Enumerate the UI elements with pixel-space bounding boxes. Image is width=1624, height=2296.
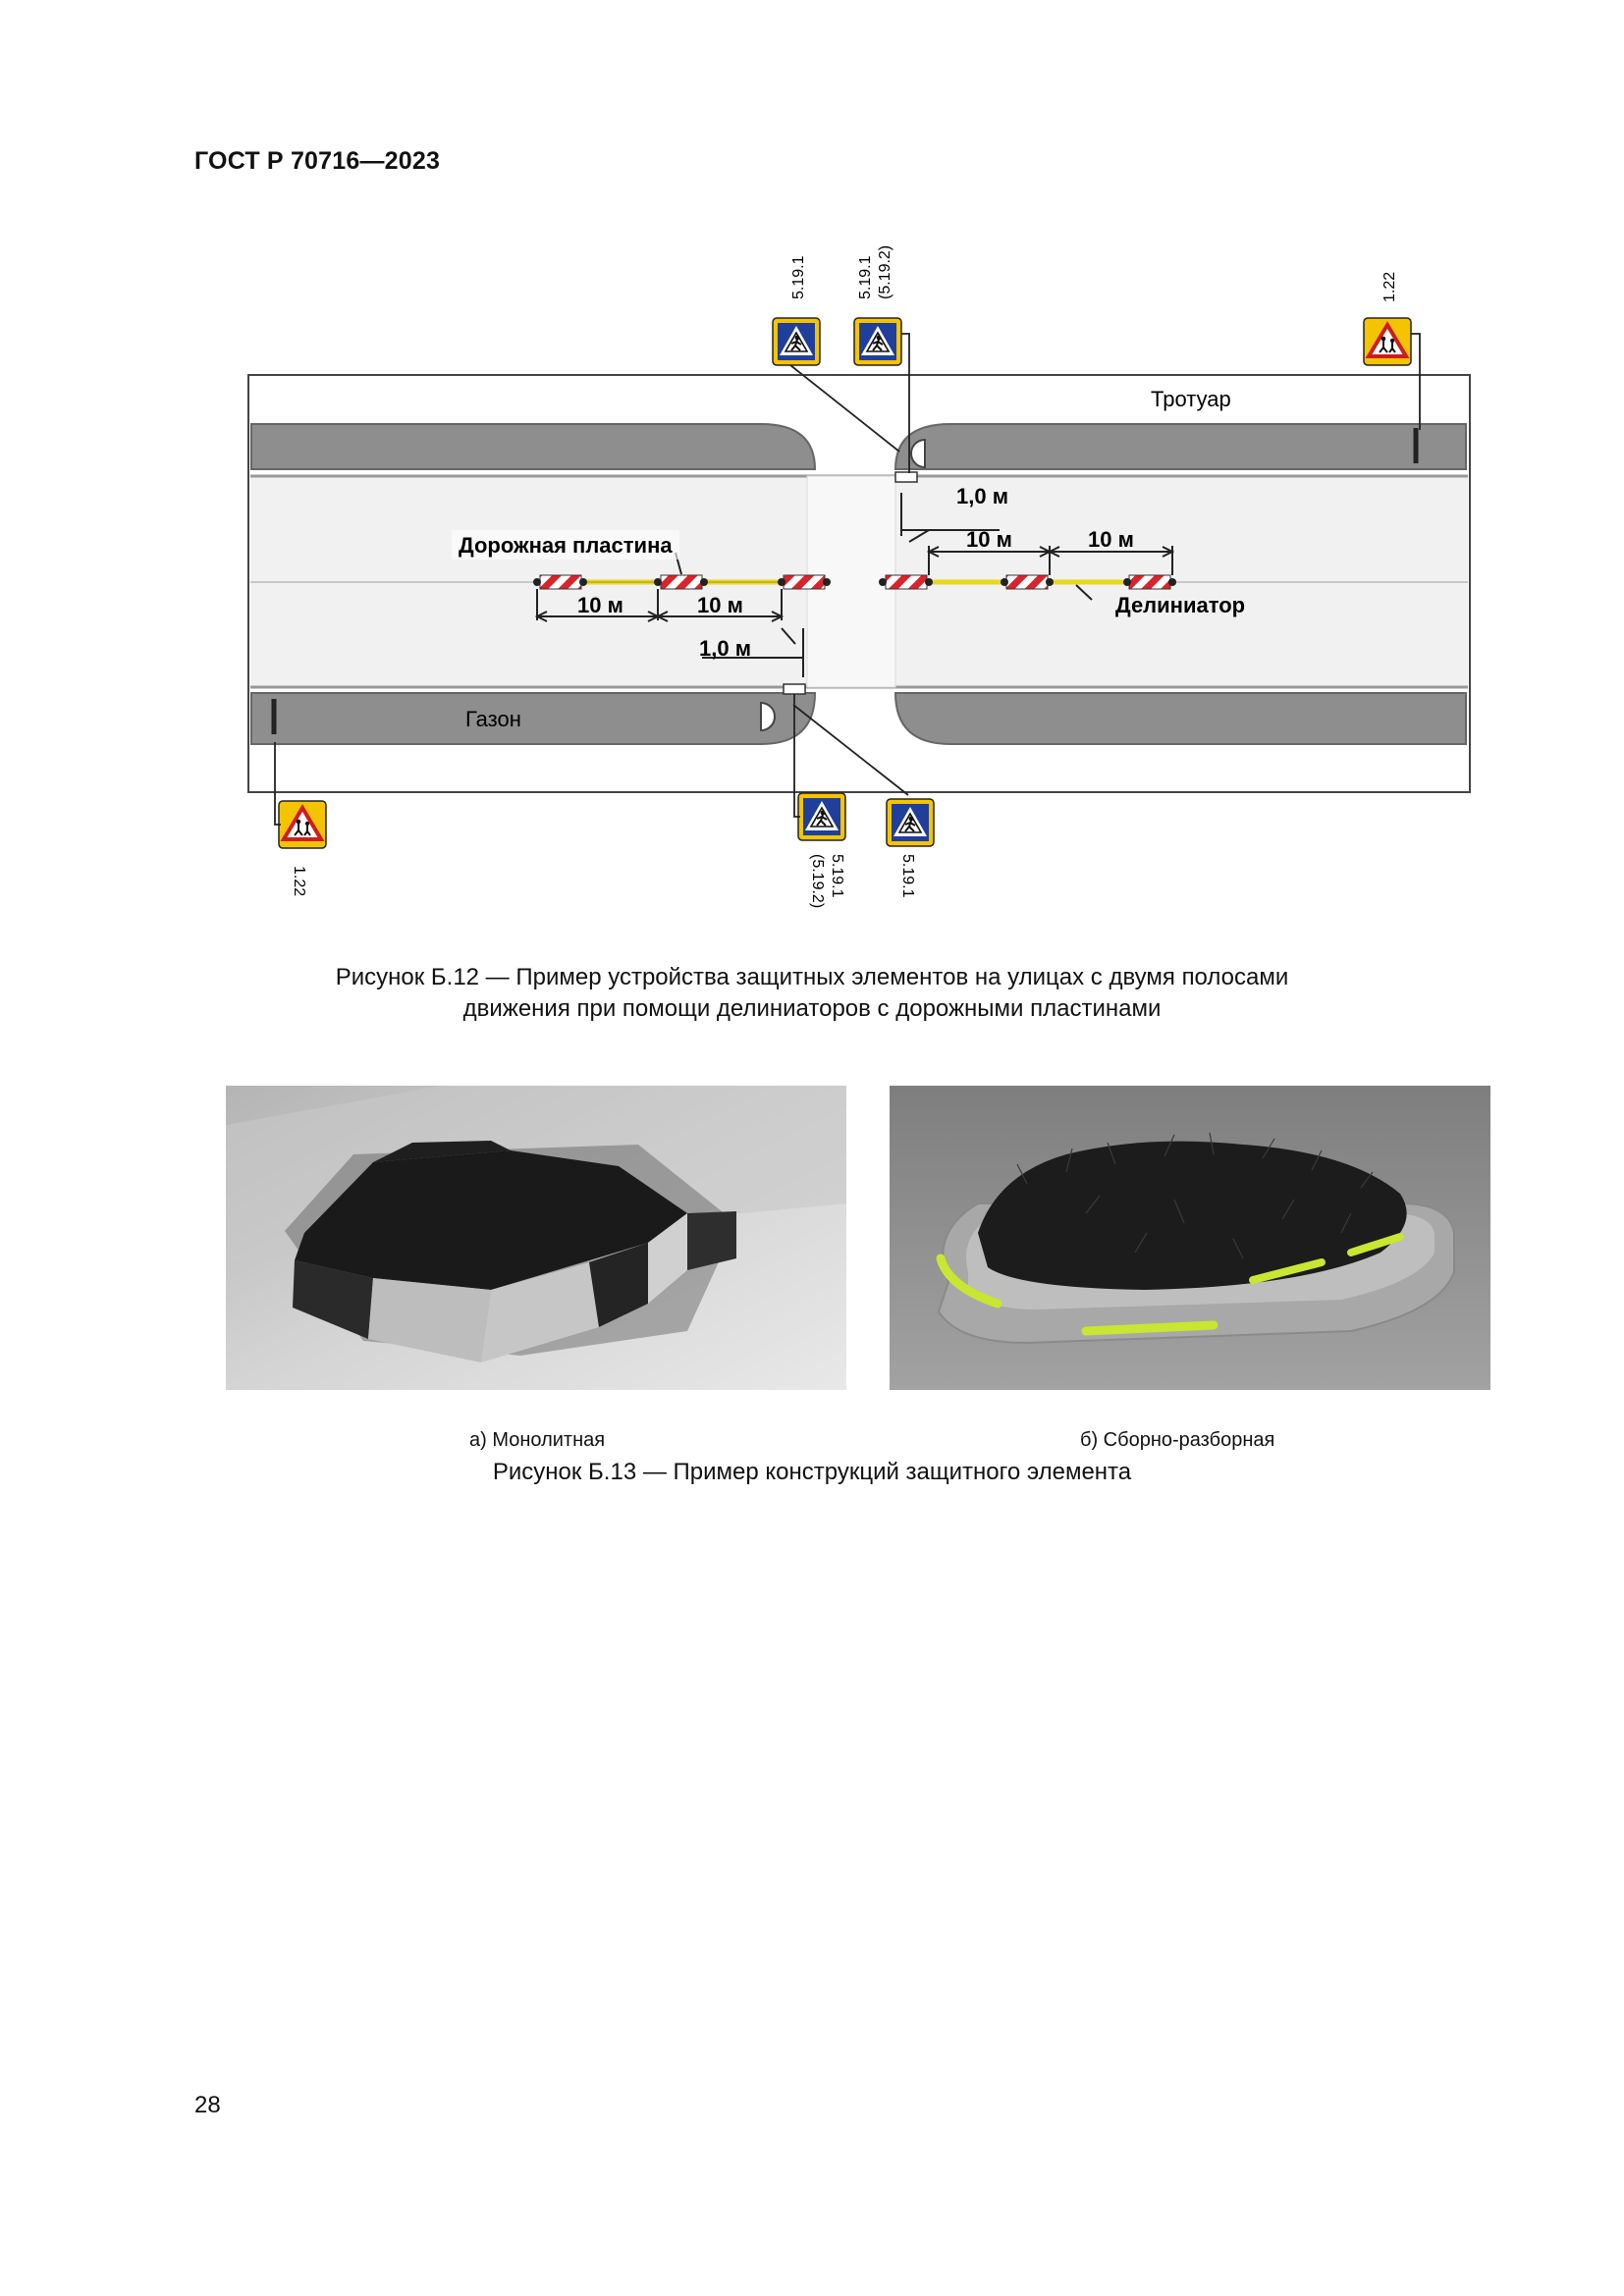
sign-number: 5.19.1 bbox=[899, 854, 916, 898]
sign-number: (5.19.2) bbox=[809, 854, 826, 909]
road-layout-diagram bbox=[0, 0, 1624, 942]
figure-13-subcaption-a: а) Монолитная bbox=[469, 1429, 606, 1451]
delineator-row-left bbox=[533, 575, 831, 589]
sign-number: 5.19.1 bbox=[790, 255, 807, 299]
road-plate bbox=[886, 575, 927, 589]
sign-number: 1.22 bbox=[291, 866, 307, 897]
figure-12-caption-line-2: движения при помощи делиниаторов с дорожными пластинами bbox=[462, 995, 1162, 1022]
monolithic-element-image bbox=[226, 1086, 846, 1390]
sidewalk-label: Тротуар bbox=[1151, 387, 1231, 411]
road-plate bbox=[1129, 575, 1170, 589]
delineator-row-right bbox=[879, 575, 1176, 589]
delineator-label: Делиниатор bbox=[1115, 593, 1246, 617]
prefabricated-element-image bbox=[890, 1086, 1490, 1390]
sign-number: 1.22 bbox=[1381, 271, 1398, 302]
pedestrian-crossing-sign-icon bbox=[773, 318, 820, 365]
dim-label-1m: 1,0 м bbox=[699, 636, 751, 661]
figure-13-subcaption-b: б) Сборно-разборная bbox=[1080, 1429, 1275, 1451]
pedestrian-crossing-sign-icon bbox=[798, 793, 845, 840]
upper-right-median bbox=[895, 424, 1466, 469]
pedestrian-crossing-sign-icon bbox=[854, 318, 901, 365]
children-warning-sign-icon bbox=[1364, 318, 1411, 365]
sign-number: (5.19.2) bbox=[877, 244, 893, 299]
children-warning-sign-icon bbox=[279, 801, 326, 848]
document-header: ГОСТ Р 70716—2023 bbox=[194, 147, 441, 175]
page-number: 28 bbox=[194, 2092, 221, 2118]
road-plate bbox=[661, 575, 702, 589]
lower-left-median bbox=[251, 693, 815, 744]
dim-label-10m: 10 м bbox=[966, 527, 1012, 552]
figure-12-caption bbox=[0, 962, 1624, 1025]
upper-left-median bbox=[251, 424, 815, 469]
lawn-label: Газон bbox=[465, 707, 521, 731]
plate-marker-bottom bbox=[784, 684, 805, 694]
pedestrian-crossing-sign-icon bbox=[887, 799, 934, 846]
sign-number: 5.19.1 bbox=[829, 854, 845, 898]
dim-label-10m: 10 м bbox=[577, 593, 623, 617]
dim-label-10m: 10 м bbox=[697, 593, 743, 617]
figure-13-caption: Рисунок Б.13 — Пример конструкций защитного элемента bbox=[492, 1459, 1132, 1485]
dim-label-10m: 10 м bbox=[1088, 527, 1134, 552]
road-plate bbox=[1006, 575, 1048, 589]
figure-12-caption-line-1: Рисунок Б.12 — Пример устройства защитных элементов на улицах с двумя полосами bbox=[335, 964, 1289, 990]
road-plate-label: Дорожная пластина bbox=[459, 533, 673, 558]
sign-number: 5.19.1 bbox=[857, 255, 874, 299]
lower-right-median bbox=[895, 693, 1466, 744]
plate-marker-top bbox=[895, 472, 917, 482]
road-plate bbox=[540, 575, 581, 589]
dim-label-1m: 1,0 м bbox=[956, 484, 1008, 508]
road-plate bbox=[784, 575, 825, 589]
